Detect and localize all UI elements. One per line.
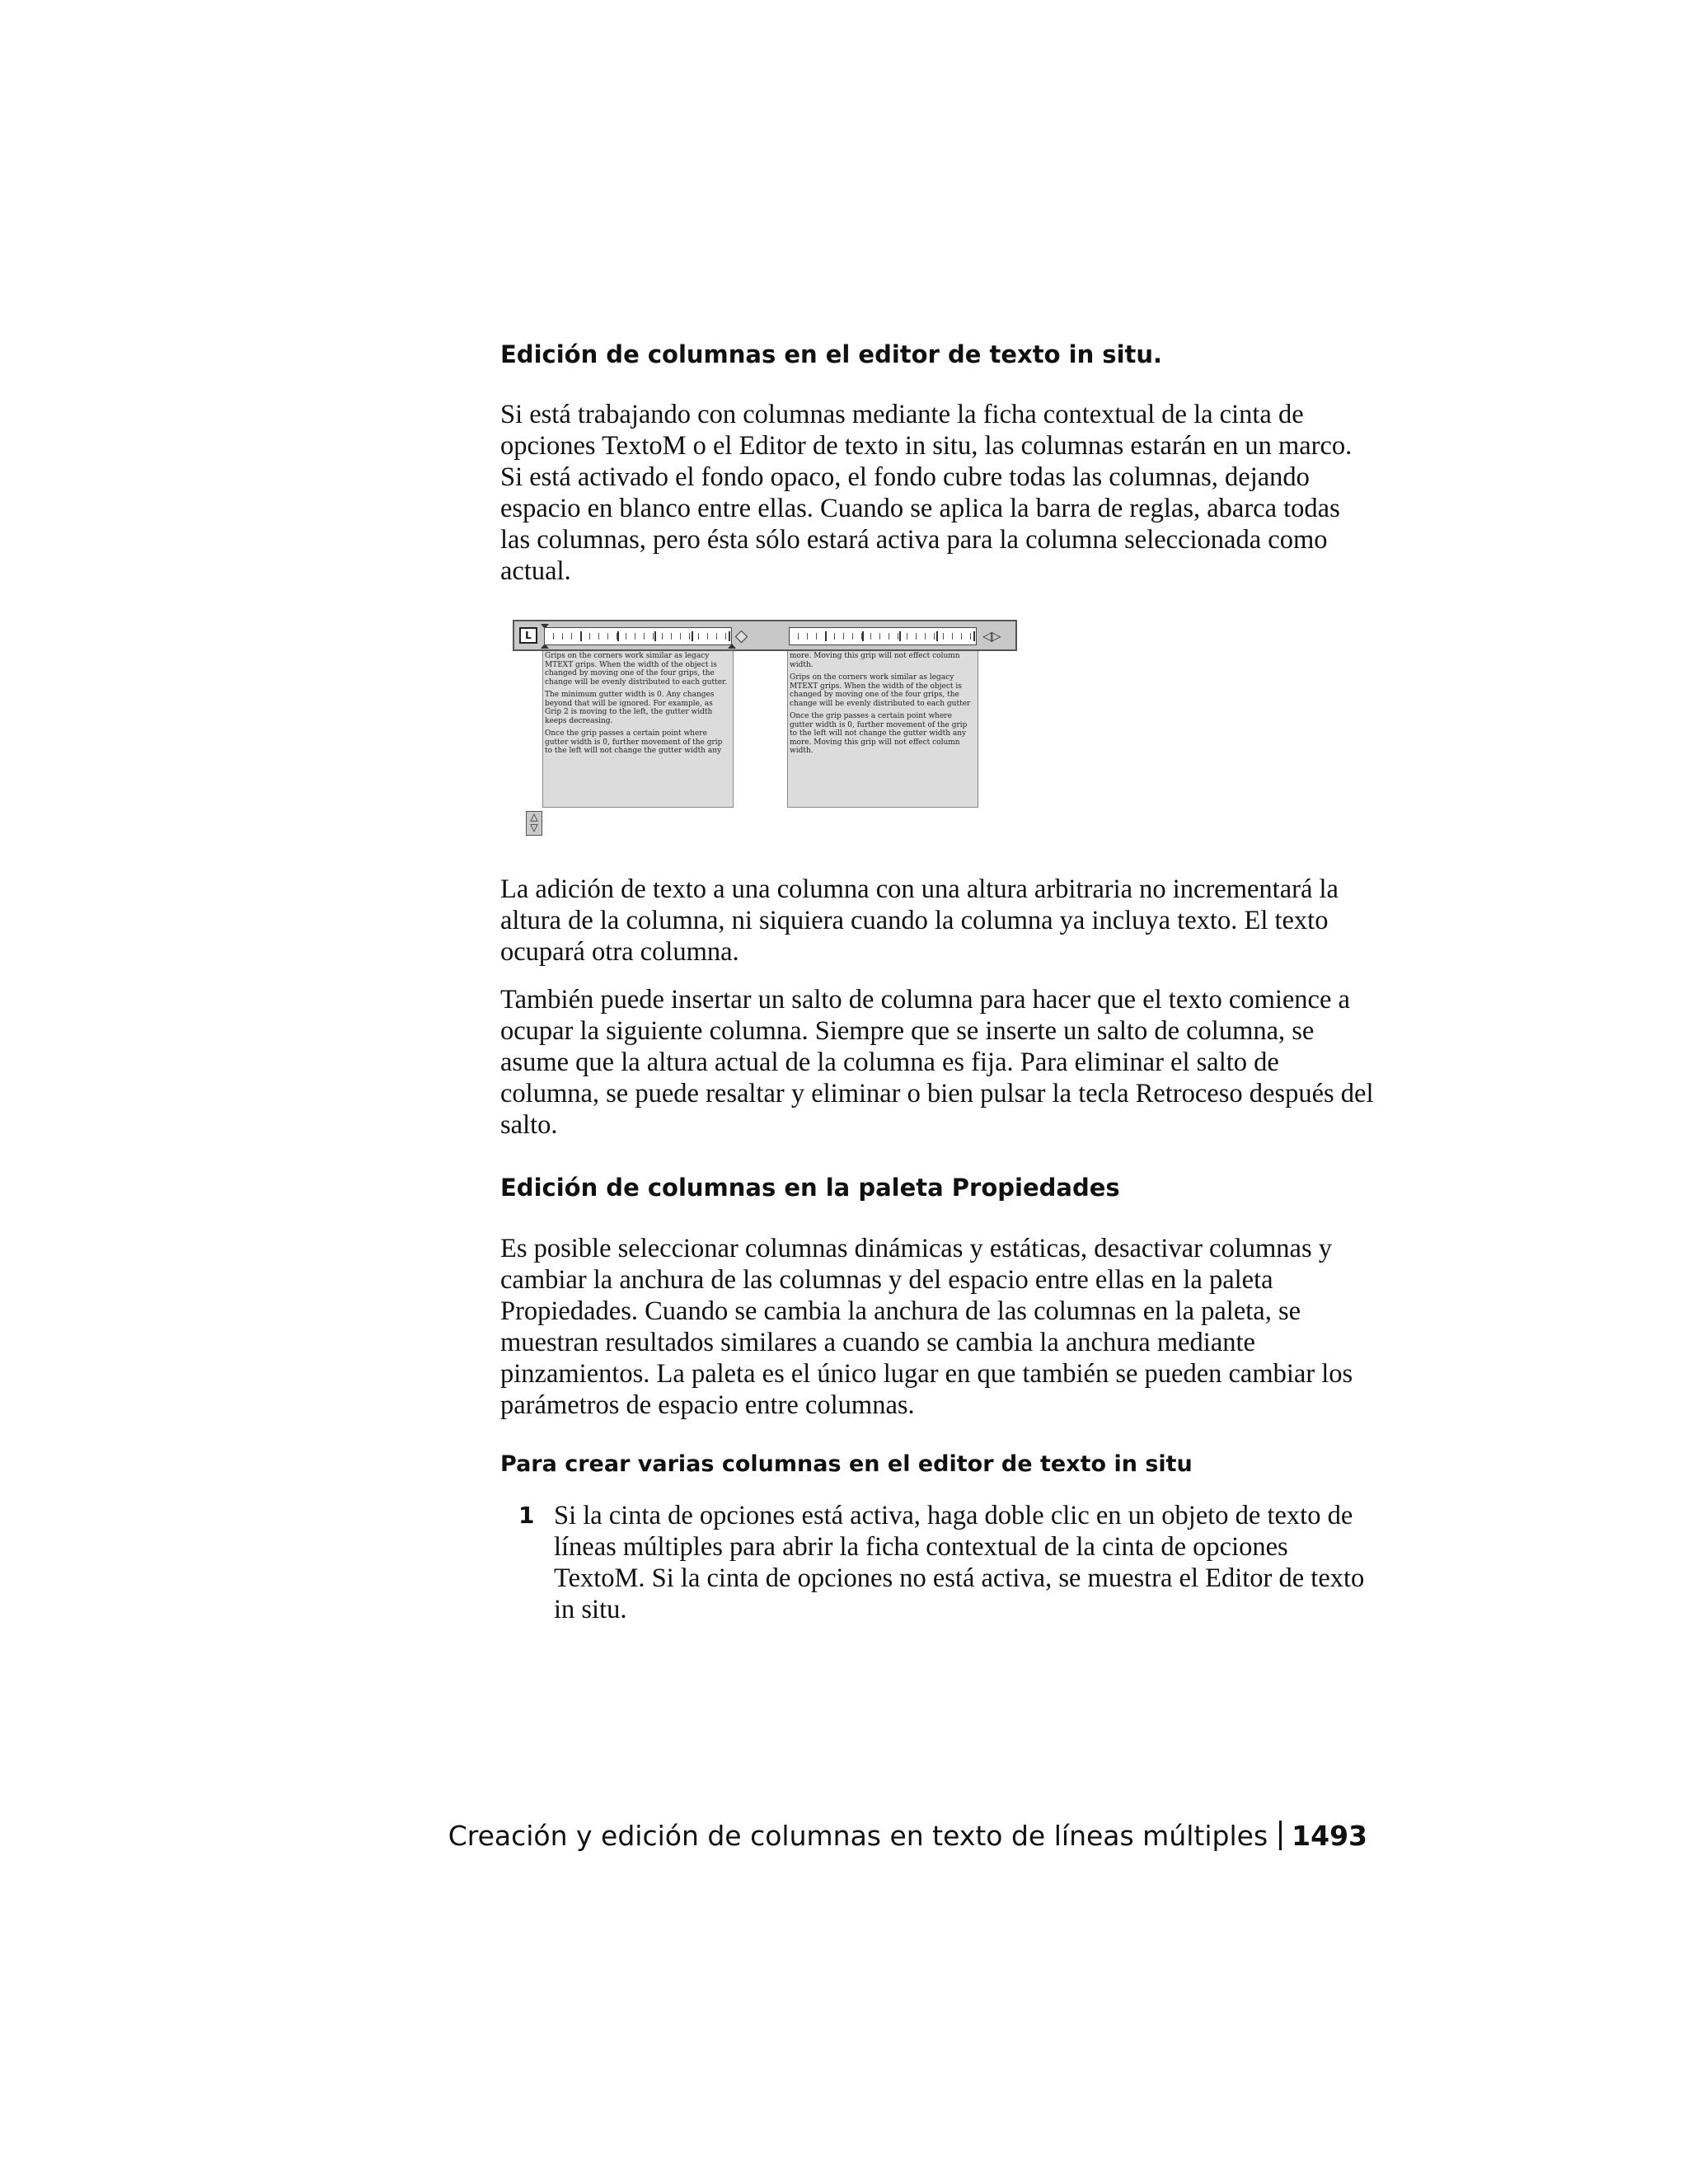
column-2-paragraph: Grips on the corners work similar as legacy MTEXT grips. When the width of the object is changed by moving one of the four grips, the change will be evenly distributed to each gutter (790, 673, 971, 708)
step-number: 1 (518, 1502, 535, 1529)
column-editor-figure (513, 620, 1017, 842)
page-footer (448, 1820, 1367, 1853)
column-1-paragraph: Grips on the corners work similar as legacy MTEXT grips. When the width of the object is changed by moving one of the four grips, the change will be evenly distributed to each gutter. (545, 652, 728, 687)
tab-selector-button[interactable]: L (519, 627, 537, 644)
column-2-paragraph: more. Moving this grip will not effect column width. (790, 652, 960, 669)
height-grip-arrows-icon[interactable]: △ ▽ (526, 811, 542, 836)
ruler-resize-arrows-icon[interactable]: ◁▷ (982, 628, 1000, 644)
column-1-paragraph: Once the grip passes a certain point where gutter width is 0, further movement of the grip to the left will not change the gutter width any (545, 729, 723, 755)
procedure-step (500, 1500, 1374, 1632)
column-width-diamond-icon[interactable] (735, 630, 748, 644)
intro-paragraph: Si está trabajando con columnas mediante la ficha contextual de la cinta de opciones TextoM o el Editor de texto in situ, las columnas estarán en un marco. Si está activado el fondo opaco, el fondo cubre todas las columnas, dejando espacio en blanco entre ellas. Cuando se aplica la barra de reglas, abarca todas las columnas, pero ésta sólo estará activa para la columna seleccionada como actual. (500, 400, 1353, 586)
ruler-scale-column-2[interactable] (789, 627, 977, 645)
properties-paragraph: Es posible seleccionar columnas dinámicas y estáticas, desactivar columnas y cambiar la anchura de las columnas y del espacio entre ellas en la paleta Propiedades. Cuando se cambia la anchura de las columnas en la paleta, se muestran resultados similares a cuando se cambia la anchura mediante pinzamientos. La paleta es el único lugar en que también se pueden cambiar los parámetros de espacio entre columnas. (500, 1234, 1353, 1420)
footer-separator (1279, 1821, 1282, 1850)
paragraph-arbitrary-height: La adición de texto a una columna con una altura arbitraria no incrementará la altura de la columna, ni siquiera cuando la columna ya incluya texto. El texto ocupará otra columna. (500, 874, 1339, 967)
footer-chapter-title: Creación y edición de columnas en texto de líneas múltiples (448, 1820, 1268, 1852)
text-column-2 (787, 651, 978, 808)
column-1-paragraph: The minimum gutter width is 0. Any changes beyond that will be ignored. For example, as Grip 2 is moving to the left, the gutter width keeps decreasing. (545, 691, 715, 725)
text-column-1 (542, 651, 734, 808)
paragraph-column-break: También puede insertar un salto de columna para hacer que el texto comience a ocupar la siguiente columna. Siempre que se inserte un salto de columna, se asume que la altura actual de la columna es fija. Para eliminar el salto de columna, se puede resaltar y eliminar o bien pulsar la tecla Retroceso después del salto. (500, 985, 1374, 1140)
section-heading-in-place-editor: Edición de columnas en el editor de texto in situ. (500, 340, 1163, 368)
section-heading-properties-palette: Edición de columnas en la paleta Propiedades (500, 1174, 1120, 1202)
page-number: 1493 (1292, 1820, 1367, 1852)
ruler-scale-column-1[interactable] (544, 627, 732, 645)
column-2-paragraph: Once the grip passes a certain point where gutter width is 0, further movement of the grip to the left will not change the gutter width any more. Moving this grip will not effect column width. (790, 712, 968, 755)
procedure-heading: Para crear varias columnas en el editor de texto in situ (500, 1451, 1193, 1477)
ruler-bar[interactable] (513, 620, 1017, 651)
step-text: Si la cinta de opciones está activa, haga doble clic en un objeto de texto de líneas múltiples para abrir la ficha contextual de la cinta de opciones TextoM. Si la cinta de opciones no está activa, se muestra el Editor de texto in situ. (554, 1501, 1365, 1624)
